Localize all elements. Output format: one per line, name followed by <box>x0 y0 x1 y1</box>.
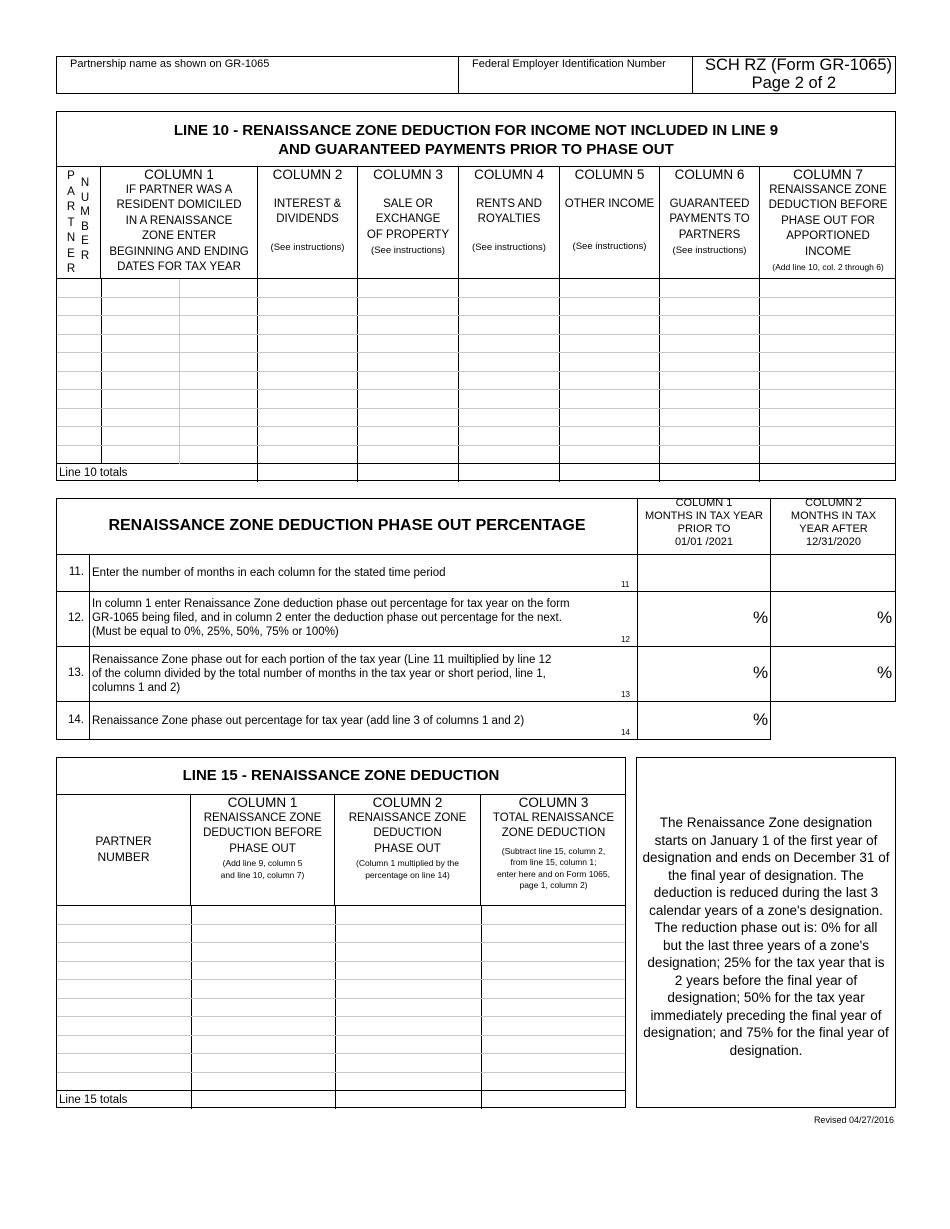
table-row[interactable] <box>57 924 625 943</box>
line13-ref: 13 <box>621 690 630 699</box>
header-divider-1 <box>458 56 459 94</box>
table-row[interactable] <box>57 316 895 335</box>
line13-text: Renaissance Zone phase out for each portion of the tax year (Line 11 muiltiplied by line 12 of the column divided by the total number of months in the tax year or short period, line 1, columns 1 and 2) <box>92 654 552 694</box>
table-row[interactable] <box>57 408 895 427</box>
page-number: Page 2 of 2 <box>751 74 836 92</box>
line15-entry-grid <box>57 906 625 1109</box>
line11-col1-input[interactable] <box>639 556 769 590</box>
fein-label: Federal Employer Identification Number <box>472 58 666 70</box>
table-row[interactable] <box>57 998 625 1017</box>
line10-title-line1: LINE 10 - RENAISSANCE ZONE DEDUCTION FOR INCOME NOT INCLUDED IN LINE 9 <box>173 122 779 139</box>
line15-col2-header: COLUMN 2 RENAISSANCE ZONE DEDUCTION PHASE OUT (Column 1 multiplied by the percentage on line 14) <box>348 795 467 880</box>
phaseout-row-rule-2 <box>56 646 896 647</box>
table-row[interactable] <box>57 1054 625 1073</box>
line14-number: 14. <box>68 714 84 726</box>
line15-col1-header: COLUMN 1 RENAISSANCE ZONE DEDUCTION BEFORE PHASE OUT (Add line 9, column 5 and line 10, column 7) <box>203 795 322 880</box>
table-row[interactable] <box>57 390 895 409</box>
table-row[interactable] <box>57 906 625 924</box>
line10-totals-row <box>57 464 895 482</box>
partner-vertical-label: P A R T N E R <box>66 170 76 275</box>
line11-number: 11. <box>68 566 84 578</box>
phaseout-explanation-text: The Renaissance Zone designation starts on January 1 of the first year of designation and ends on December 31 of the final year of designation. The deduction is reduced during the last 3 calendar years of a zone's designation. The reduction phase out is: 0% for all but the last three years of a zone's designation; 25% for the tax year that is 2 years before the final year of designation; 50% for the tax year immediately preceding the final year of designation; and 75% for the final year of designation. <box>642 815 890 1058</box>
line10-totals-label: Line 10 totals <box>57 464 257 482</box>
line15-partner-header: PARTNER NUMBER <box>95 834 152 864</box>
line14-ref: 14 <box>621 728 630 737</box>
line10-col4-header: COLUMN 4 RENTS AND ROYALTIES (See instructions) <box>472 167 546 253</box>
line12-col2-percent: % <box>877 608 893 627</box>
line11-col2-input[interactable] <box>772 556 895 590</box>
line11-ref: 11 <box>621 580 630 589</box>
line10-title <box>57 121 895 159</box>
phaseout-title: RENAISSANCE ZONE DEDUCTION PHASE OUT PERCENTAGE <box>108 517 586 534</box>
number-vertical-label: N U M B E R <box>80 177 90 262</box>
line15-col3-header: COLUMN 3 TOTAL RENAISSANCE ZONE DEDUCTION (Subtract line 15, column 2, from line 15, column 1; enter here and on Form 1065, page 1, column 2) <box>492 795 615 890</box>
partnership-name-field[interactable] <box>58 72 456 92</box>
line12-col1-percent: % <box>753 608 769 627</box>
table-row[interactable] <box>57 943 625 962</box>
revised-date: Revised 04/27/2016 <box>813 1115 894 1125</box>
line14-col1-input[interactable] <box>639 703 769 739</box>
table-row[interactable] <box>57 961 625 980</box>
line10-col6-header: COLUMN 6 GUARANTEED PAYMENTS TO PARTNERS (See instructions) <box>669 167 750 256</box>
table-row[interactable] <box>57 297 895 316</box>
line10-entry-grid <box>57 279 895 482</box>
phaseout-col2-header: COLUMN 2 MONTHS IN TAX YEAR AFTER 12/31/2020 <box>790 497 877 548</box>
table-row[interactable] <box>57 371 895 390</box>
line11-text: Enter the number of months in each column for the stated time period <box>92 567 446 579</box>
line10-col3-header: COLUMN 3 SALE OR EXCHANGE OF PROPERTY (See instructions) <box>366 167 450 256</box>
line12-ref: 12 <box>621 635 630 644</box>
line13-col1-input[interactable] <box>639 648 769 700</box>
table-row[interactable] <box>57 980 625 999</box>
table-row[interactable] <box>57 1035 625 1054</box>
table-row[interactable] <box>57 1017 625 1036</box>
line13-col2-percent: % <box>877 663 893 682</box>
line12-number: 12. <box>68 612 84 624</box>
form-id: SCH RZ (Form GR-1065) <box>704 56 892 74</box>
line12-col1-input[interactable] <box>639 593 769 645</box>
table-row[interactable] <box>57 427 895 446</box>
line10-title-line2: AND GUARANTEED PAYMENTS PRIOR TO PHASE OUT <box>278 141 674 158</box>
fein-field[interactable] <box>460 72 690 92</box>
line15-totals-row <box>57 1091 625 1109</box>
line10-col1-header: COLUMN 1 IF PARTNER WAS A RESIDENT DOMICILED IN A RENAISSANCE ZONE ENTER BEGINNING AND ENDING DATES FOR TAX YEAR <box>109 167 249 273</box>
table-row[interactable] <box>57 353 895 372</box>
line12-text: In column 1 enter Renaissance Zone deduction phase out percentage for tax year on the form GR-1065 being filed, and in column 2 enter the deduction phase out percentage for the next. (Must be equal to 0%, 25%, 50%, 75% or 100%) <box>92 598 570 638</box>
line13-number: 13. <box>68 667 84 679</box>
phaseout-row-rule-1 <box>56 591 896 592</box>
header-divider-2 <box>692 56 693 94</box>
line15-totals-label: Line 15 totals <box>57 1091 191 1109</box>
phaseout-col1-header: COLUMN 1 MONTHS IN TAX YEAR PRIOR TO 01/01 /2021 <box>645 497 763 548</box>
line10-col5-header: COLUMN 5 OTHER INCOME (See instructions) <box>564 167 655 252</box>
line10-col2-header: COLUMN 2 INTEREST & DIVIDENDS (See instructions) <box>270 167 345 253</box>
partnership-name-label: Partnership name as shown on GR-1065 <box>70 58 270 70</box>
line15-title: LINE 15 - RENAISSANCE ZONE DEDUCTION <box>182 767 500 784</box>
line14-col1-percent: % <box>753 710 769 729</box>
table-row[interactable] <box>57 445 895 464</box>
line10-col7-header: COLUMN 7 RENAISSANCE ZONE DEDUCTION BEFORE PHASE OUT FOR APPORTIONED INCOME (Add line 10, col. 2 through 6) <box>768 167 888 272</box>
table-row[interactable] <box>57 1072 625 1091</box>
table-row[interactable] <box>57 279 895 297</box>
table-row[interactable] <box>57 334 895 353</box>
line13-col1-percent: % <box>753 663 769 682</box>
line14-text: Renaissance Zone phase out percentage for tax year (add line 3 of columns 1 and 2) <box>92 715 525 727</box>
